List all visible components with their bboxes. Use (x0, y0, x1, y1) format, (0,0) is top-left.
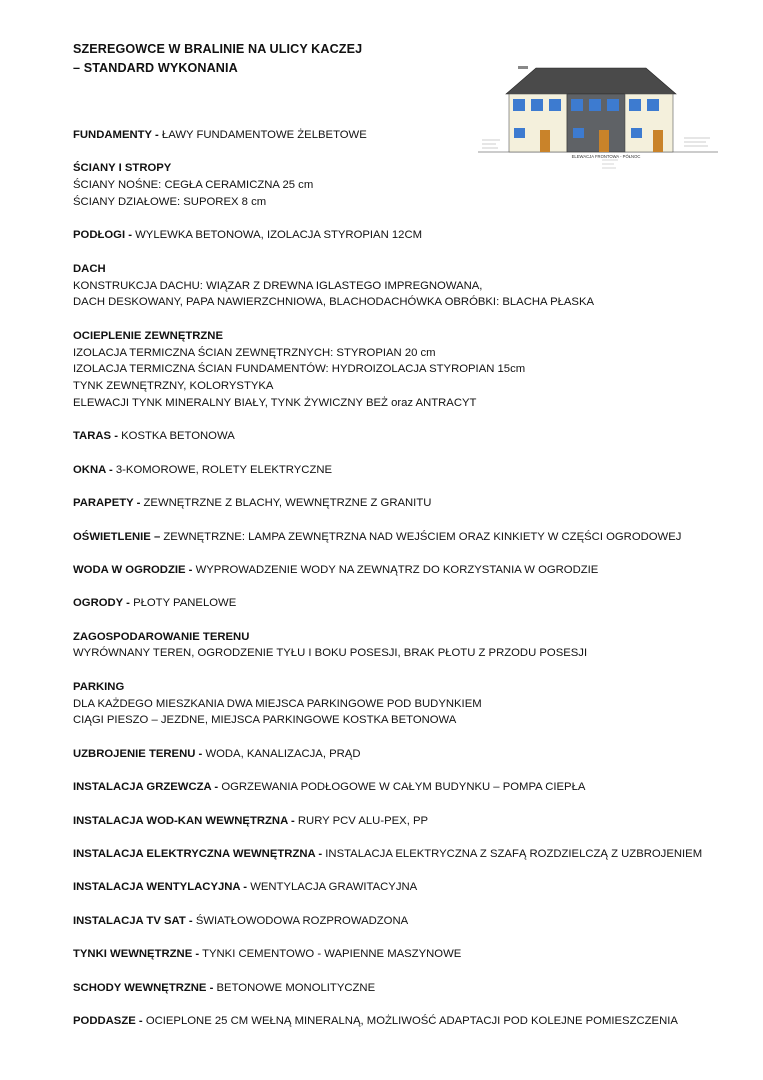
spec-stairs: SCHODY WEWNĘTRZNE - BETONOWE MONOLITYCZNE (73, 981, 376, 994)
spec-garden-water: WODA W OGRODZIE - WYPROWADZENIE WODY NA ZEWNĄTRZ DO KORZYSTANIA W OGRODZIE (73, 563, 599, 576)
window (629, 99, 641, 111)
spec-sills: PARAPETY - ZEWNĘTRZNE Z BLACHY, WEWNĘTRZNE Z GRANITU (73, 497, 432, 510)
spec-interior-plaster: TYNKI WEWNĘTRZNE - TYNKI CEMENTOWO - WAPIENNE MASZYNOWE (73, 948, 462, 961)
window (571, 99, 583, 111)
title-line-2: – STANDARD WYKONANIA (73, 61, 238, 75)
window (589, 99, 601, 111)
spec-floors: PODŁOGI - WYLEWKA BETONOWA, IZOLACJA STYROPIAN 12CM (73, 229, 423, 242)
page-title (73, 40, 362, 78)
spec-plumbing: INSTALACJA WOD-KAN WEWNĘTRZNA - RURY PCV ALU-PEX, PP (73, 814, 429, 827)
spec-roof: DACH KONSTRUKCJA DACHU: WIĄZAR Z DREWNA IGLASTEGO IMPREGNOWANA, DACH DESKOWANY, PAPA NAWIERZCHNIOWA, BLACHODACHÓWKA OBRÓBKI: BLACHA PŁASKA (73, 262, 595, 309)
window (607, 99, 619, 111)
spec-insulation: OCIEPLENIE ZEWNĘTRZNE IZOLACJA TERMICZNA ŚCIAN ZEWNĘTRZNYCH: STYROPIAN 20 cm IZOLACJA TERMICZNA ŚCIAN FUNDAMENTÓW: HYDROIZOLACJA STYROPIAN 15cm TYNK ZEWNĘTRZNY, KOLORYSTYKA ELEWACJI TYNK MINERALNY BIAŁY, TYNK ŻYWICZNY BEŻ oraz ANTRACYT (73, 329, 526, 409)
window (647, 99, 659, 111)
window (513, 99, 525, 111)
spec-windows: OKNA - 3-KOMOROWE, ROLETY ELEKTRYCZNE (73, 463, 333, 476)
spec-gardens: OGRODY - PŁOTY PANELOWE (73, 597, 237, 610)
spec-electrical: INSTALACJA ELEKTRYCZNA WEWNĘTRZNA - INSTALACJA ELEKTRYCZNA Z SZAFĄ ROZDZIELCZĄ Z UZBROJENIEM (73, 848, 703, 861)
spec-land-development: ZAGOSPODAROWANIE TERENU WYRÓWNANY TEREN, OGRODZENIE TYŁU I BOKU POSESJI, BRAK PŁOTU Z PRZODU POSESJI (73, 630, 588, 660)
window (531, 99, 543, 111)
spec-foundations: FUNDAMENTY - ŁAWY FUNDAMENTOWE ŻELBETOWE (73, 129, 367, 141)
spec-lighting: OŚWIETLENIE – ZEWNĘTRZNE: LAMPA ZEWNĘTRZNA NAD WEJŚCIEM ORAZ KINKIETY W CZĘŚCI OGRODOWEJ (73, 530, 682, 543)
title-line-1: SZEREGOWCE W BRALINIE NA ULICY KACZEJ (73, 42, 363, 56)
spec-heating: INSTALACJA GRZEWCZA - OGRZEWANIA PODŁOGOWE W CAŁYM BUDYNKU – POMPA CIEPŁA (73, 781, 586, 794)
roof-shape (506, 68, 676, 94)
spec-ventilation: INSTALACJA WENTYLACYJNA - WENTYLACJA GRAWITACYJNA (73, 881, 418, 894)
spec-parking: PARKING DLA KAŻDEGO MIESZKANIA DWA MIEJSCA PARKINGOWE POD BUDYNKIEM CIĄGI PIESZO – JEZDNE, MIEJSCA PARKINGOWE KOSTKA BETONOWA (73, 680, 482, 727)
spec-walls-ceilings: ŚCIANY I STROPY ŚCIANY NOŚNE: CEGŁA CERAMICZNA 25 cm ŚCIANY DZIAŁOWE: SUPOREX 8 cm (73, 162, 314, 208)
spec-terrace: TARAS - KOSTKA BETONOWA (73, 430, 235, 443)
spec-attic: PODDASZE - OCIEPLONE 25 CM WEŁNĄ MINERALNĄ, MOŻLIWOŚĆ ADAPTACJI POD KOLEJNE POMIESZCZENIA (73, 1014, 678, 1027)
spec-tv-sat: INSTALACJA TV SAT - ŚWIATŁOWODOWA ROZPROWADZONA (73, 914, 409, 927)
spec-list (73, 127, 713, 1046)
elevation-caption: ELEWACJA FRONTOWA - PÓŁNOC (571, 154, 641, 159)
spec-utilities: UZBROJENIE TERENU - WODA, KANALIZACJA, PRĄD (73, 747, 361, 760)
window (549, 99, 561, 111)
